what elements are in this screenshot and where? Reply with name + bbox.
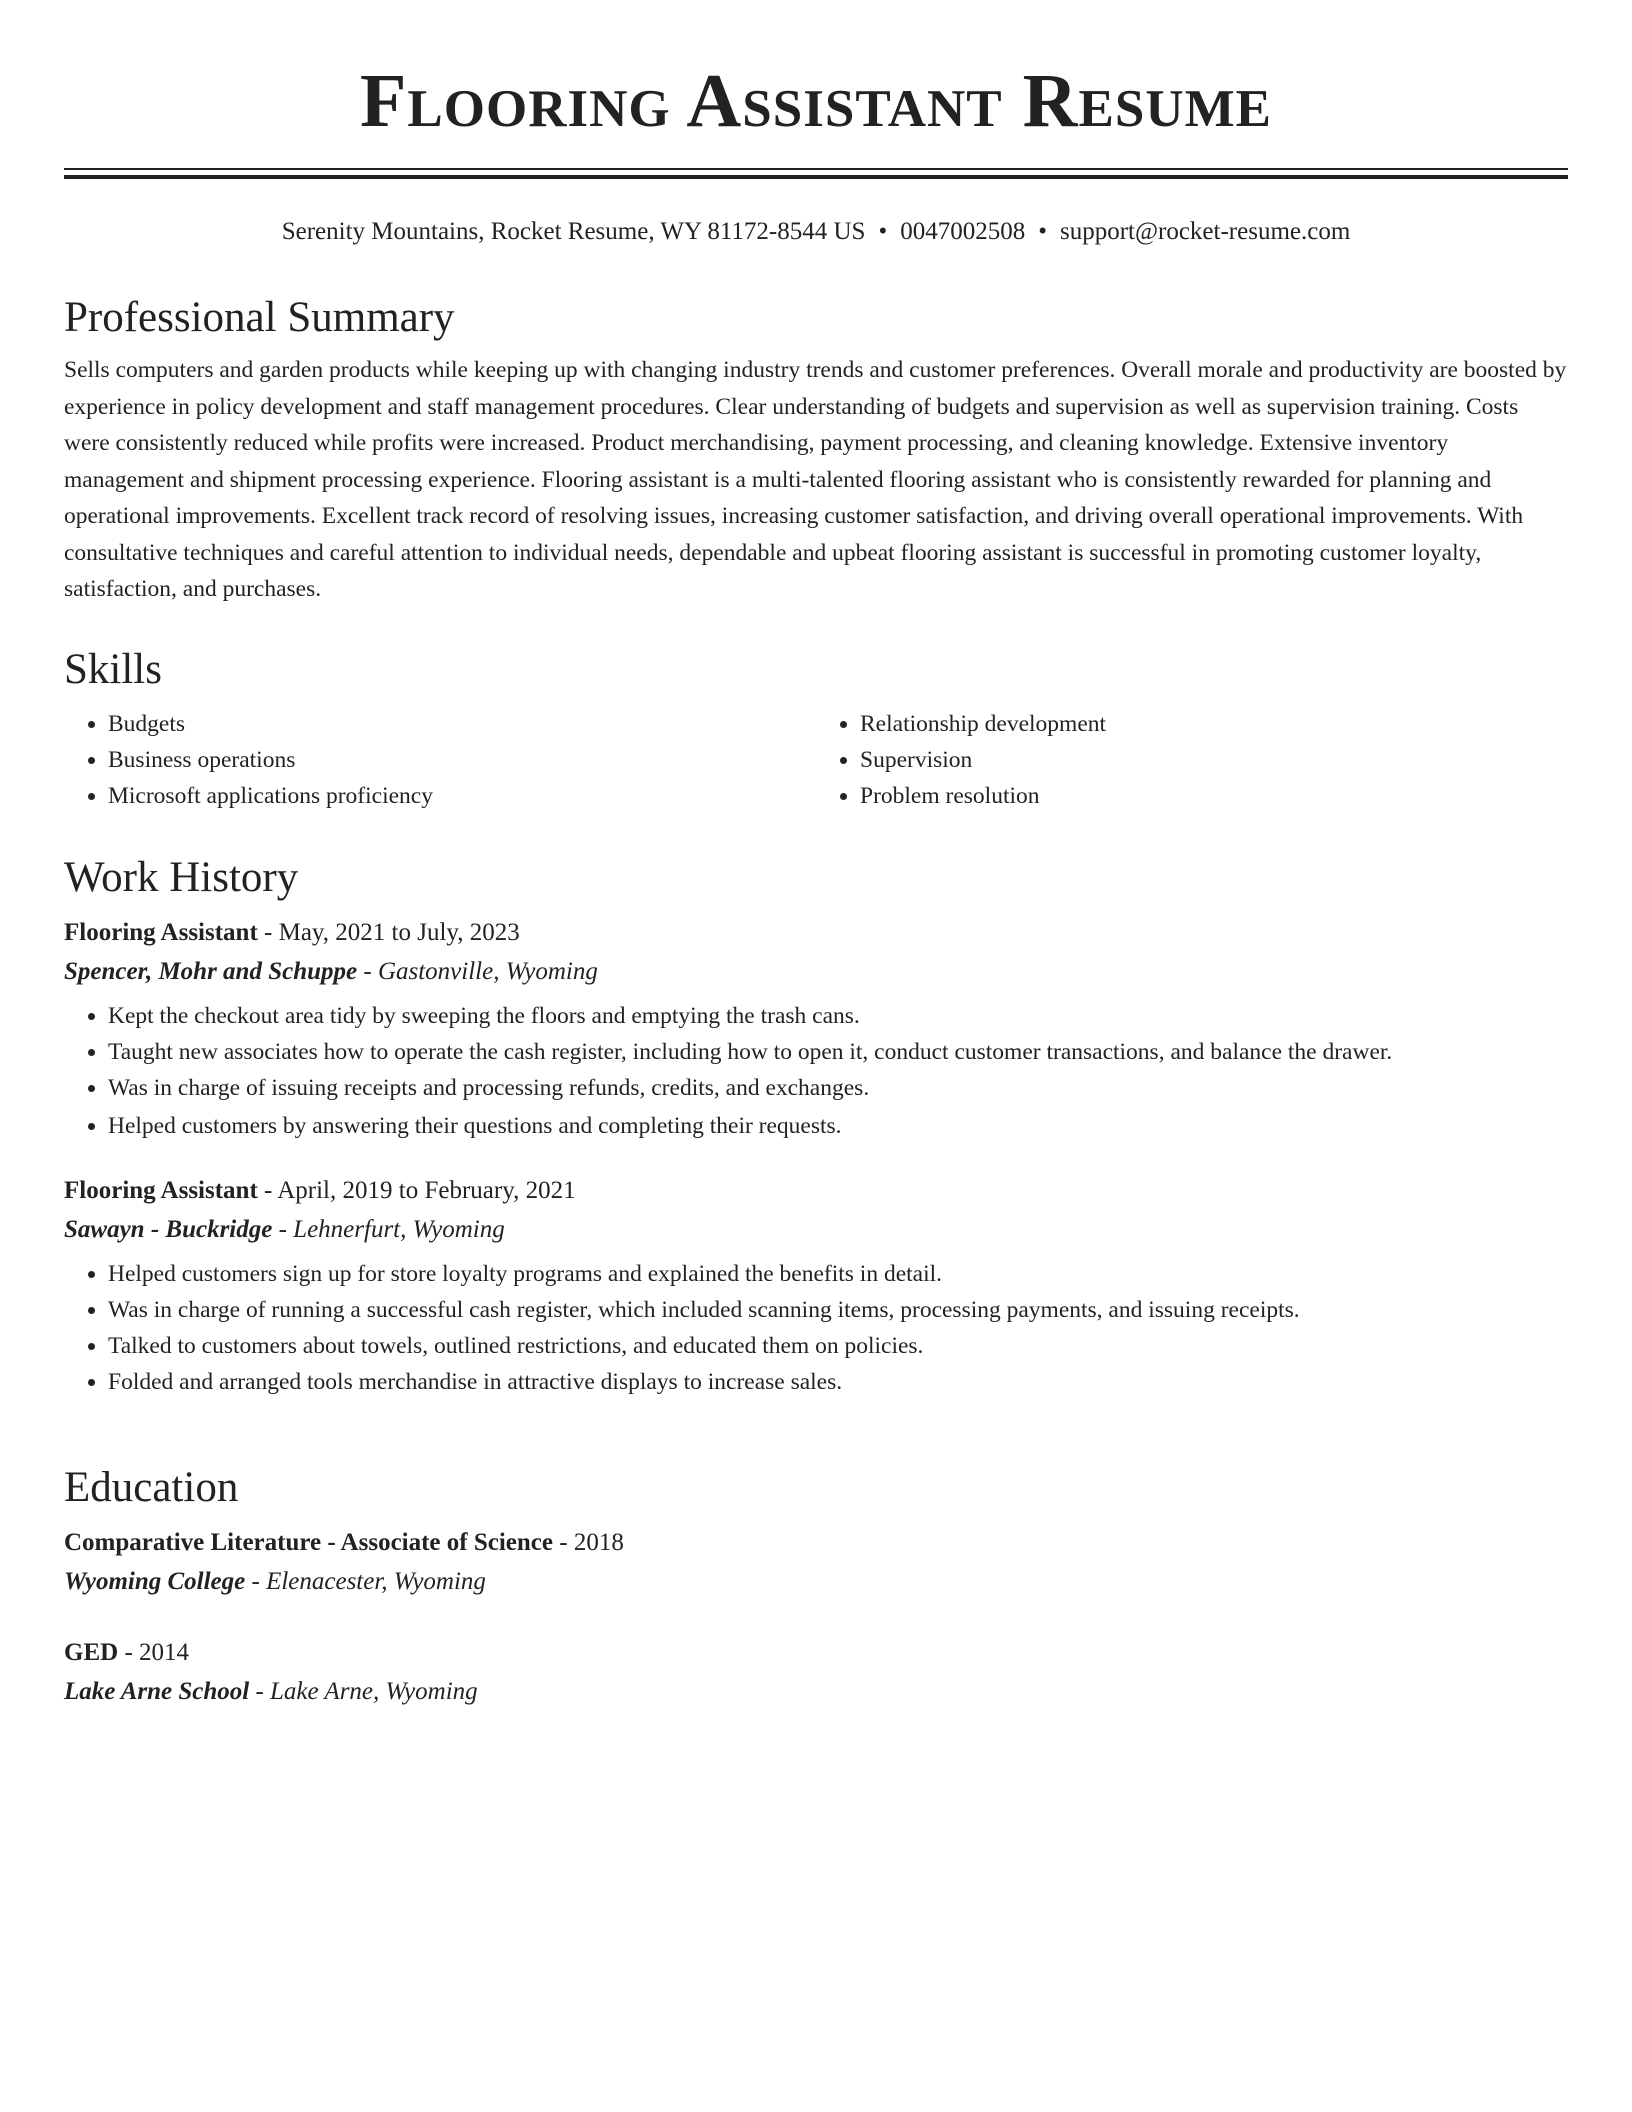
skills-list-left — [64, 706, 816, 814]
job-location: - Lehnerfurt, Wyoming — [272, 1216, 505, 1243]
contact-phone: 0047002508 — [900, 218, 1026, 245]
contact-line — [64, 214, 1568, 250]
school: Wyoming College — [64, 1568, 246, 1595]
skill-item: • Supervision — [860, 742, 1568, 778]
title-divider-thick — [64, 175, 1568, 179]
education-heading: Education — [64, 1464, 239, 1511]
contact-email: support@rocket-resume.com — [1059, 218, 1351, 245]
job-company: Sawayn - Buckridge — [64, 1216, 273, 1243]
job-bullet: • Taught new associates how to operate the cash register, including how to open it, conduct customer transactions, and balance the drawer. — [108, 1034, 1568, 1070]
job-bullets — [64, 998, 1568, 1144]
job-location: - Gastonville, Wyoming — [357, 958, 598, 985]
work-section — [64, 852, 1568, 1400]
school-location: - Lake Arne, Wyoming — [249, 1678, 478, 1705]
job-entry — [64, 914, 1568, 1144]
job-bullet: • Helped customers by answering their questions and completing their requests. — [108, 1108, 1568, 1144]
skills-section — [64, 644, 1568, 814]
job-bullets — [64, 1256, 1568, 1400]
job-dates: - May, 2021 to July, 2023 — [257, 919, 520, 946]
job-bullet: • Helped customers sign up for store loyalty programs and explained the benefits in detail. — [108, 1256, 1568, 1292]
skills-columns — [64, 706, 1568, 814]
degree-year: - 2018 — [553, 1529, 624, 1556]
title-divider-thin — [64, 168, 1568, 170]
contact-separator: • — [878, 218, 888, 245]
job-dates: - April, 2019 to February, 2021 — [257, 1177, 576, 1204]
job-title: Flooring Assistant — [64, 1177, 258, 1204]
job-title-line — [64, 1172, 1568, 1210]
education-section — [64, 1462, 1568, 1712]
skill-item: • Problem resolution — [860, 778, 1568, 814]
job-company: Spencer, Mohr and Schuppe — [64, 958, 358, 985]
school-line — [64, 1672, 1568, 1712]
job-bullet: • Was in charge of issuing receipts and processing refunds, credits, and exchanges. — [108, 1070, 1568, 1106]
skills-list-right — [816, 706, 1568, 814]
degree: GED — [64, 1639, 119, 1666]
work-heading: Work History — [64, 854, 299, 901]
resume-title: Flooring Assistant Resume — [359, 59, 1273, 143]
school-location: - Elenacester, Wyoming — [245, 1568, 486, 1595]
contact-separator: • — [1038, 218, 1047, 245]
job-title: Flooring Assistant — [64, 919, 258, 946]
job-company-line — [64, 952, 1568, 992]
education-entry — [64, 1634, 1568, 1712]
job-bullet: • Folded and arranged tools merchandise in attractive displays to increase sales. — [108, 1364, 1568, 1400]
job-title-line — [64, 914, 1568, 952]
job-bullet: • Talked to customers about towels, outlined restrictions, and educated them on policies. — [108, 1328, 1568, 1364]
summary-heading: Professional Summary — [64, 294, 455, 341]
degree-line — [64, 1634, 1568, 1672]
school-line — [64, 1562, 1568, 1602]
skills-heading: Skills — [64, 646, 162, 693]
contact-address: Serenity Mountains, Rocket Resume, WY 81172-8544 US — [281, 218, 866, 245]
summary-section — [64, 292, 1568, 608]
job-entry — [64, 1172, 1568, 1400]
job-company-line — [64, 1210, 1568, 1250]
degree: Comparative Literature - Associate of Science — [64, 1529, 553, 1556]
skill-item: • Business operations — [108, 742, 816, 778]
skill-item: • Budgets — [108, 706, 816, 742]
degree-year: - 2014 — [118, 1639, 190, 1666]
school: Lake Arne School — [64, 1678, 250, 1705]
job-bullet: • Was in charge of running a successful cash register, which included scanning items, processing payments, and issuing receipts. — [108, 1292, 1568, 1328]
degree-line — [64, 1524, 1568, 1562]
education-entry — [64, 1524, 1568, 1602]
skill-item: • Relationship development — [860, 706, 1568, 742]
skill-item: • Microsoft applications proficiency — [108, 778, 816, 814]
job-bullet: • Kept the checkout area tidy by sweeping the floors and emptying the trash cans. — [108, 998, 1568, 1034]
summary-text: Sells computers and garden products while keeping up with changing industry trends and customer preferences. Overall morale and productivity are boosted by experience in policy development and staff management procedures. Clear understanding of budgets and supervision as well as supervision training. Costs were consistently reduced while profits were increased. Product merchandising, payment processing, and cleaning knowledge. Extensive inventory management and shipment processing experience. Flooring assistant is a multi-talented flooring assistant who is consistently rewarded for planning and operational improvements. Excellent track record of resolving issues, increasing customer satisfaction, and driving overall operational improvements. With consultative techniques and careful attention to individual needs, dependable and upbeat flooring assistant is successful in promoting customer loyalty, satisfaction, and purchases. — [64, 357, 1567, 602]
